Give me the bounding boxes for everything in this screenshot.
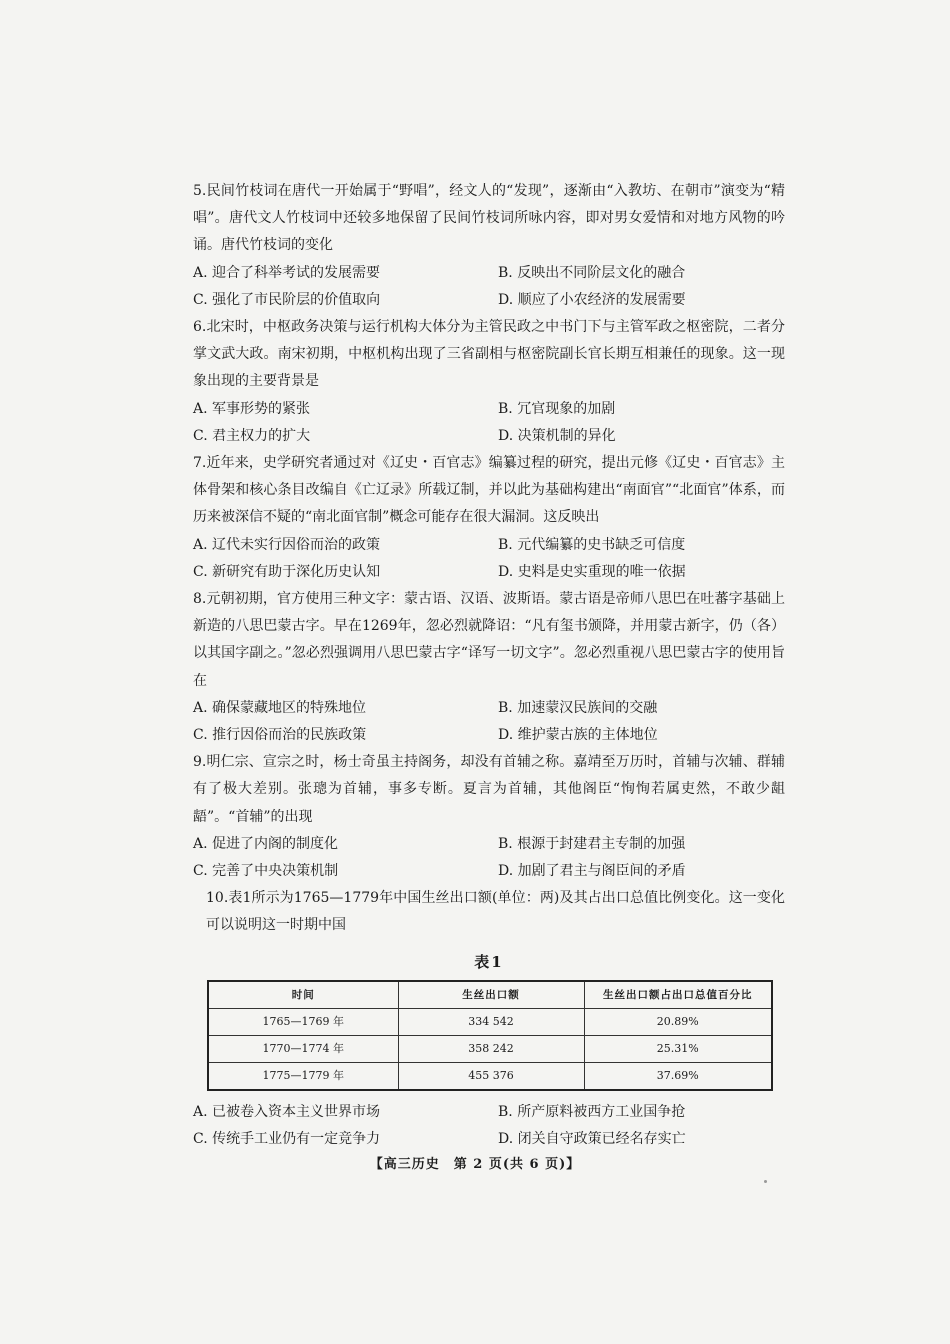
question-6: [193, 314, 785, 450]
option-a[interactable]: A. 确保蒙藏地区的特殊地位: [193, 699, 367, 716]
silk-export-table: [207, 980, 773, 1091]
question-8: [193, 586, 785, 749]
question-text: 近年来，史学研究者通过对《辽史・百官志》编纂过程的研究，提出元修《辽史・百官志》主体骨架和核心条目改编自《亡辽录》所载辽制，并以此为基础构建出“南面官”“北面官”体系，而历来被深信不疑的“南北面官制”概念可能存在很大漏洞。这反映出: [193, 455, 785, 526]
question-stem: [193, 586, 785, 695]
question-number: 6.: [193, 319, 207, 336]
header-export-percent: 生丝出口额占出口总值百分比: [584, 981, 772, 1009]
scan-speck: [764, 1180, 767, 1183]
option-c[interactable]: C. 传统手工业仍有一定竞争力: [193, 1131, 381, 1148]
table-row: [208, 1062, 772, 1090]
question-stem: [193, 749, 785, 831]
option-b[interactable]: B. 冗官现象的加剧: [498, 400, 616, 417]
options: [193, 695, 785, 749]
option-c[interactable]: C. 新研究有助于深化历史认知: [193, 563, 381, 580]
cell-amount: 455 376: [398, 1062, 584, 1090]
option-c[interactable]: C. 君主权力的扩大: [193, 427, 311, 444]
option-d[interactable]: D. 闭关自守政策已经名存实亡: [498, 1131, 686, 1148]
option-c[interactable]: C. 推行因俗而治的民族政策: [193, 727, 367, 744]
option-c[interactable]: C. 强化了市民阶层的价值取向: [193, 291, 381, 308]
option-c[interactable]: C. 完善了中央决策机制: [193, 863, 339, 880]
option-a[interactable]: A. 促进了内阁的制度化: [193, 835, 339, 852]
question-10-options: [193, 1099, 785, 1153]
options: [193, 396, 785, 450]
option-b[interactable]: B. 所产原料被西方工业国争抢: [498, 1103, 686, 1120]
options: [193, 831, 785, 885]
option-a[interactable]: A. 辽代未实行因俗而治的政策: [193, 536, 381, 553]
question-number: 7.: [193, 455, 207, 472]
question-number: 9.: [193, 754, 207, 771]
cell-period: 1770—1774 年: [208, 1035, 398, 1062]
question-text: 表1所示为1765—1779年中国生丝出口额(单位：两)及其占出口总值比例变化。这一变化可以说明这一时期中国: [206, 890, 785, 934]
header-export-amount: 生丝出口额: [398, 981, 584, 1009]
option-b[interactable]: B. 反映出不同阶层文化的融合: [498, 264, 686, 281]
question-number: 10.: [206, 890, 229, 907]
option-d[interactable]: D. 顺应了小农经济的发展需要: [498, 291, 686, 308]
option-b[interactable]: B. 根源于封建君主专制的加强: [498, 835, 686, 852]
cell-percent: 25.31%: [584, 1035, 772, 1062]
options: [193, 532, 785, 586]
table-header-row: [208, 981, 772, 1009]
table-row: [208, 1035, 772, 1062]
question-text: 北宋时，中枢政务决策与运行机构大体分为主管民政之中书门下与主管军政之枢密院，二者分掌文武大政。南宋初期，中枢机构出现了三省副相与枢密院副长官长期互相兼任的现象。这一现象出现的主要背景是: [193, 319, 785, 390]
option-b[interactable]: B. 元代编纂的史书缺乏可信度: [498, 536, 686, 553]
option-d[interactable]: D. 加剧了君主与阁臣间的矛盾: [498, 863, 686, 880]
table-row: [208, 1008, 772, 1035]
question-stem: [206, 885, 785, 939]
question-9: [193, 749, 785, 885]
table-caption: 表1: [474, 952, 504, 971]
option-a[interactable]: A. 已被卷入资本主义世界市场: [193, 1103, 381, 1120]
question-text: 明仁宗、宣宗之时，杨士奇虽主持阁务，却没有首辅之称。嘉靖至万历时，首辅与次辅、群辅有了极大差别。张璁为首辅，事多专断。夏言为首辅，其他阁臣“恂恂若属吏然，不敢少龃龉”。“首辅”的出现: [193, 754, 785, 825]
option-b[interactable]: B. 加速蒙汉民族间的交融: [498, 699, 658, 716]
page-footer: 【高三历史 第 2 页(共 6 页)】: [369, 1157, 581, 1172]
question-stem: [193, 450, 785, 532]
cell-percent: 20.89%: [584, 1008, 772, 1035]
cell-period: 1765—1769 年: [208, 1008, 398, 1035]
question-text: 元朝初期，官方使用三种文字：蒙古语、汉语、波斯语。蒙古语是帝师八思巴在吐蕃字基础上新造的八思巴蒙古字。早在1269年，忽必烈就降诏：“凡有玺书颁降，并用蒙古新字，仍（各）以其国字副之。”忽必烈强调用八思巴蒙古字“译写一切文字”。忽必烈重视八思巴蒙古字的使用旨在: [193, 591, 785, 689]
question-7: [193, 450, 785, 586]
options: [193, 260, 785, 314]
cell-amount: 358 242: [398, 1035, 584, 1062]
option-a[interactable]: A. 迎合了科举考试的发展需要: [193, 264, 381, 281]
questions-area: [193, 178, 785, 1153]
question-number: 5.: [193, 183, 207, 199]
question-5: [193, 178, 785, 314]
cell-period: 1775—1779 年: [208, 1062, 398, 1090]
option-d[interactable]: D. 史料是史实重现的唯一依据: [498, 563, 686, 580]
question-text: 民间竹枝词在唐代一开始属于“野唱”，经文人的“发现”，逐渐由“入教坊、在朝市”演变为“精唱”。唐代文人竹枝词中还较多地保留了民间竹枝词所咏内容，即对男女爱情和对地方风物的吟诵。唐代竹枝词的变化: [193, 183, 785, 254]
header-period: 时间: [208, 981, 398, 1009]
question-stem: [193, 178, 785, 260]
question-number: 8.: [193, 591, 207, 608]
question-10: [206, 885, 785, 939]
option-d[interactable]: D. 维护蒙古族的主体地位: [498, 727, 658, 744]
cell-amount: 334 542: [398, 1008, 584, 1035]
cell-percent: 37.69%: [584, 1062, 772, 1090]
question-stem: [193, 314, 785, 396]
option-d[interactable]: D. 决策机制的异化: [498, 427, 616, 444]
option-a[interactable]: A. 军事形势的紧张: [193, 400, 311, 417]
